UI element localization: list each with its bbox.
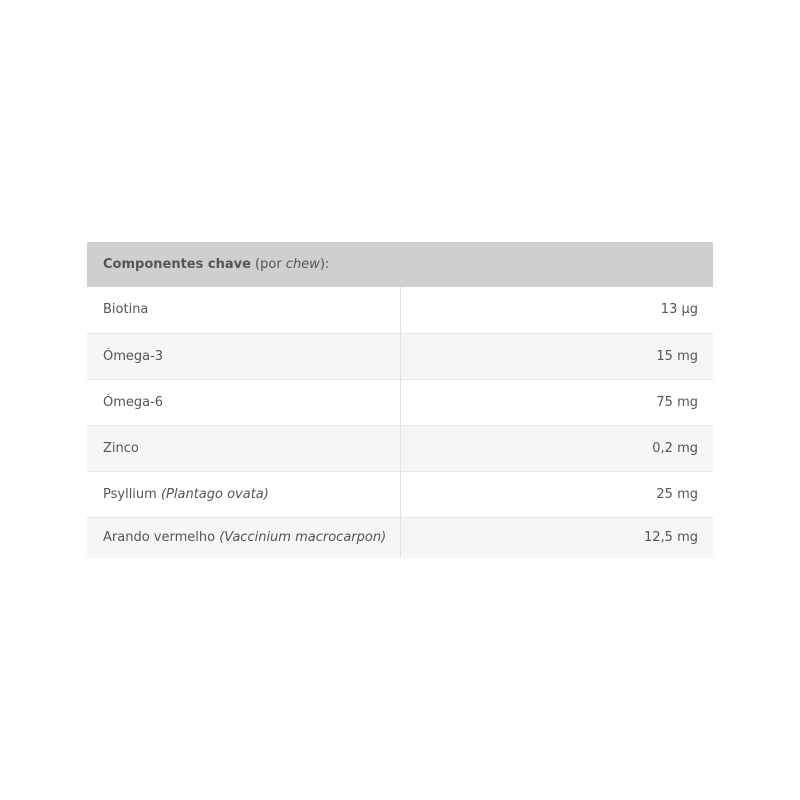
header-italic: chew xyxy=(285,257,320,272)
component-name-cell xyxy=(87,333,400,379)
table-body xyxy=(87,287,713,558)
component-name-cell xyxy=(87,379,400,425)
component-value: 0,2 mg xyxy=(400,425,713,471)
key-components-table xyxy=(87,242,713,558)
table-header-cell xyxy=(87,242,713,287)
component-value: 15 mg xyxy=(400,333,713,379)
component-name: Arando vermelho xyxy=(103,530,216,545)
component-value: 75 mg xyxy=(400,379,713,425)
key-components-table-wrapper xyxy=(87,242,713,558)
component-value: 13 µg xyxy=(400,287,713,333)
header-post: ): xyxy=(319,257,330,272)
component-name-cell xyxy=(87,517,400,558)
component-latin-name: (Plantago ovata) xyxy=(160,486,269,502)
table-row xyxy=(87,287,713,333)
component-name-cell xyxy=(87,287,400,333)
table-row xyxy=(87,517,713,558)
component-value: 12,5 mg xyxy=(400,517,713,558)
component-value: 25 mg xyxy=(400,471,713,517)
header-title: Componentes chave xyxy=(103,257,251,272)
component-name: Ómega-6 xyxy=(103,394,164,410)
table-row xyxy=(87,333,713,379)
table-header xyxy=(87,242,713,287)
component-name: Biotina xyxy=(103,302,149,318)
component-name: Psyllium xyxy=(103,486,157,502)
table-row xyxy=(87,379,713,425)
table-header-row xyxy=(87,242,713,287)
table-row xyxy=(87,425,713,471)
component-name: Ómega-3 xyxy=(103,348,164,364)
component-name: Zinco xyxy=(103,440,139,456)
component-name-cell xyxy=(87,425,400,471)
component-latin-name: (Vaccinium macrocarpon) xyxy=(219,530,387,545)
table-row xyxy=(87,471,713,517)
component-name-cell xyxy=(87,471,400,517)
header-pre: (por xyxy=(250,257,286,272)
